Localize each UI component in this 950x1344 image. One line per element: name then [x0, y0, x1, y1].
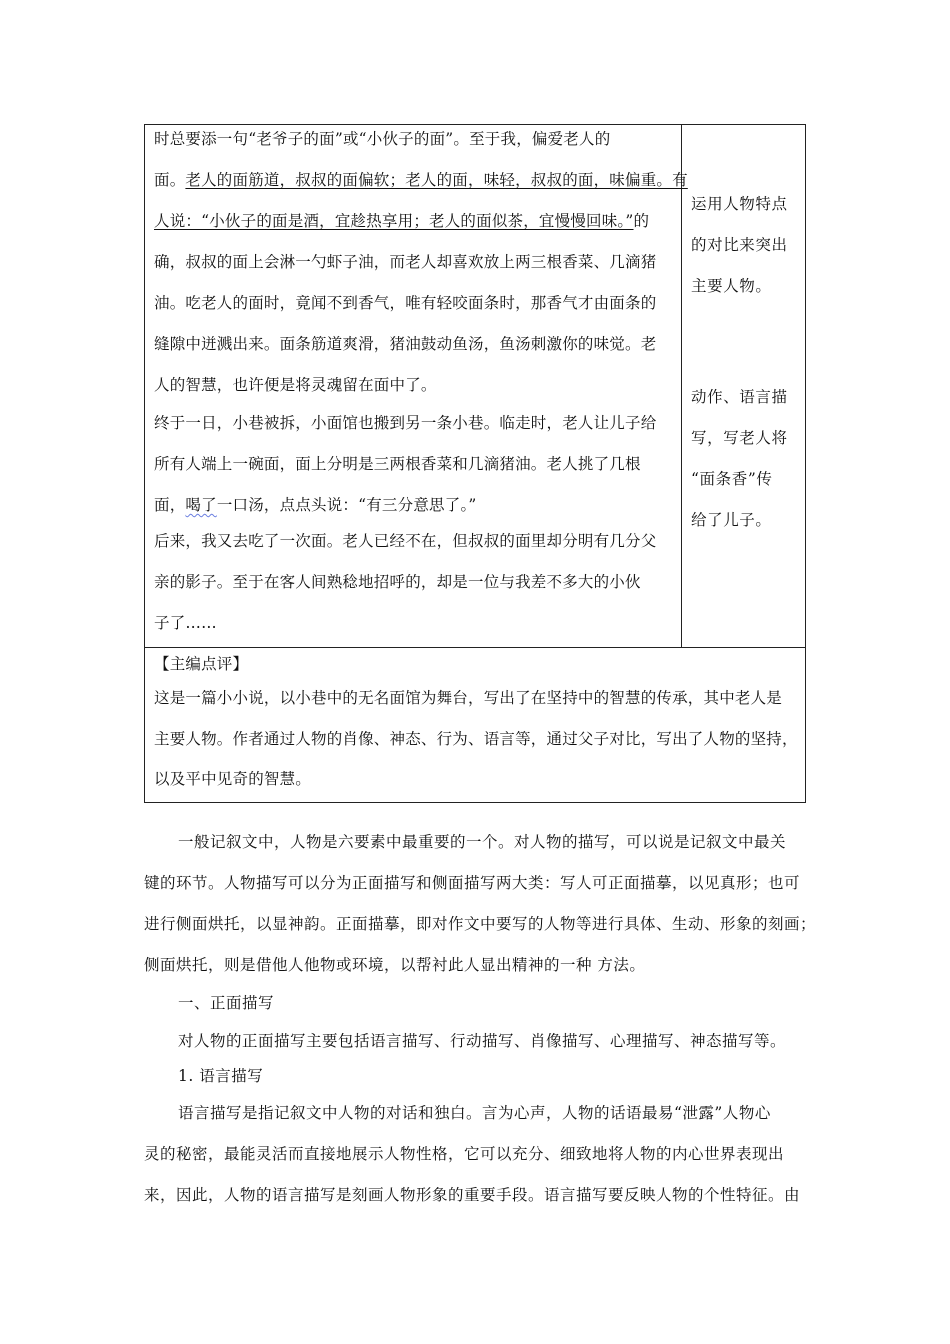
body-paragraph-line: 键的环节。人物描写可以分为正面描写和侧面描写两大类：写人可正面描摹，以见真形；也可: [144, 874, 801, 892]
subsection-heading: 1. 语言描写: [178, 1067, 264, 1085]
essay-fragment: 一口汤，点点头说：“有三分意思了。”: [216, 496, 477, 514]
section-heading: 一、正面描写: [178, 994, 275, 1012]
essay-line: [154, 495, 477, 515]
essay-line: 油。吃老人的面时，竟闻不到香气，唯有轻咬面条时，那香气才由面条的: [154, 294, 657, 312]
margin-note-line: 的对比来突出: [691, 236, 788, 254]
review-heading: 【主编点评】: [154, 655, 249, 673]
essay-line: 亲的影子。至于在客人间熟稔地招呼的，却是一位与我差不多大的小伙: [154, 573, 641, 591]
body-paragraph-line: 对人物的正面描写主要包括语言描写、行动描写、肖像描写、心理描写、神态描写等。: [178, 1032, 787, 1050]
underlined-quote: 人说：“小伙子的面是酒，宜趁热享用；老人的面似茶，宜慢慢回味。”: [154, 212, 634, 230]
editor-review-cell: [145, 648, 805, 802]
essay-fragment: 面，: [154, 496, 186, 514]
essay-line: 人的智慧，也许便是将灵魂留在面中了。: [154, 376, 437, 394]
body-paragraph-line: 语言描写是指记叙文中人物的对话和独白。言为心声，人物的话语最易“泄露”人物心: [178, 1104, 771, 1122]
annotation-table: [144, 124, 806, 803]
body-paragraph-line: 进行侧面烘托，以显神韵。正面描摹，即对作文中要写的人物等进行具体、生动、形象的刻画；: [144, 915, 817, 933]
essay-line: 确，叔叔的面上会淋一勺虾子油，而老人却喜欢放上两三根香菜、几滴猪: [154, 253, 657, 271]
margin-note-line: 给了儿子。: [691, 511, 772, 529]
body-paragraph-line: 灵的秘密，最能灵活而直接地展示人物性格，它可以充分、细致地将人物的内心世界表现出: [144, 1145, 785, 1163]
margin-note-line: 写，写老人将: [691, 429, 788, 447]
essay-line: [154, 211, 649, 231]
essay-fragment: 面。: [154, 171, 186, 189]
wavy-underlined-word: 喝了: [185, 496, 217, 514]
margin-notes-cell: [682, 125, 805, 647]
essay-line: 缝隙中迸溅出来。面条筋道爽滑，猪油鼓动鱼汤，鱼汤刺激你的味觉。老: [154, 335, 657, 353]
body-paragraph-line: 一般记叙文中，人物是六要素中最重要的一个。对人物的描写，可以说是记叙文中最关: [178, 833, 787, 851]
review-line: 这是一篇小小说，以小巷中的无名面馆为舞台，写出了在坚持中的智慧的传承，其中老人是: [154, 689, 783, 707]
body-paragraph-line: 侧面烘托，则是借他人他物或环境，以帮衬此人显出精神的一种 方法。: [144, 956, 646, 974]
margin-note-line: 主要人物。: [691, 277, 772, 295]
margin-note-line: 动作、语言描: [691, 388, 788, 406]
table-row-essay: [145, 125, 805, 648]
review-line: 以及平中见奇的智慧。: [154, 770, 312, 788]
essay-text-cell: [145, 125, 688, 647]
essay-line: [154, 170, 688, 190]
essay-line: 时总要添一句“老爷子的面”或“小伙子的面”。至于我，偏爱老人的: [154, 130, 611, 148]
margin-note-line: 运用人物特点: [691, 195, 788, 213]
essay-line: 子了……: [154, 614, 217, 632]
essay-line: 后来，我又去吃了一次面。老人已经不在，但叔叔的面里却分明有几分父: [154, 532, 657, 550]
essay-fragment: 的: [633, 212, 650, 230]
essay-line: 终于一日，小巷被拆，小面馆也搬到另一条小巷。临走时，老人让儿子给: [154, 414, 657, 432]
margin-note-line: “面条香”传: [691, 470, 773, 488]
essay-line: 所有人端上一碗面，面上分明是三两根香菜和几滴猪油。老人挑了几根: [154, 455, 641, 473]
review-line: 主要人物。作者通过人物的肖像、神态、行为、语言等，通过父子对比，写出了人物的坚持，: [154, 730, 798, 748]
body-paragraph-line: 来，因此，人物的语言描写是刻画人物形象的重要手段。语言描写要反映人物的个性特征。由: [144, 1186, 801, 1204]
underlined-contrast-sentence: 老人的面筋道，叔叔的面偏软；老人的面，味轻，叔叔的面，味偏重。有: [185, 171, 688, 189]
